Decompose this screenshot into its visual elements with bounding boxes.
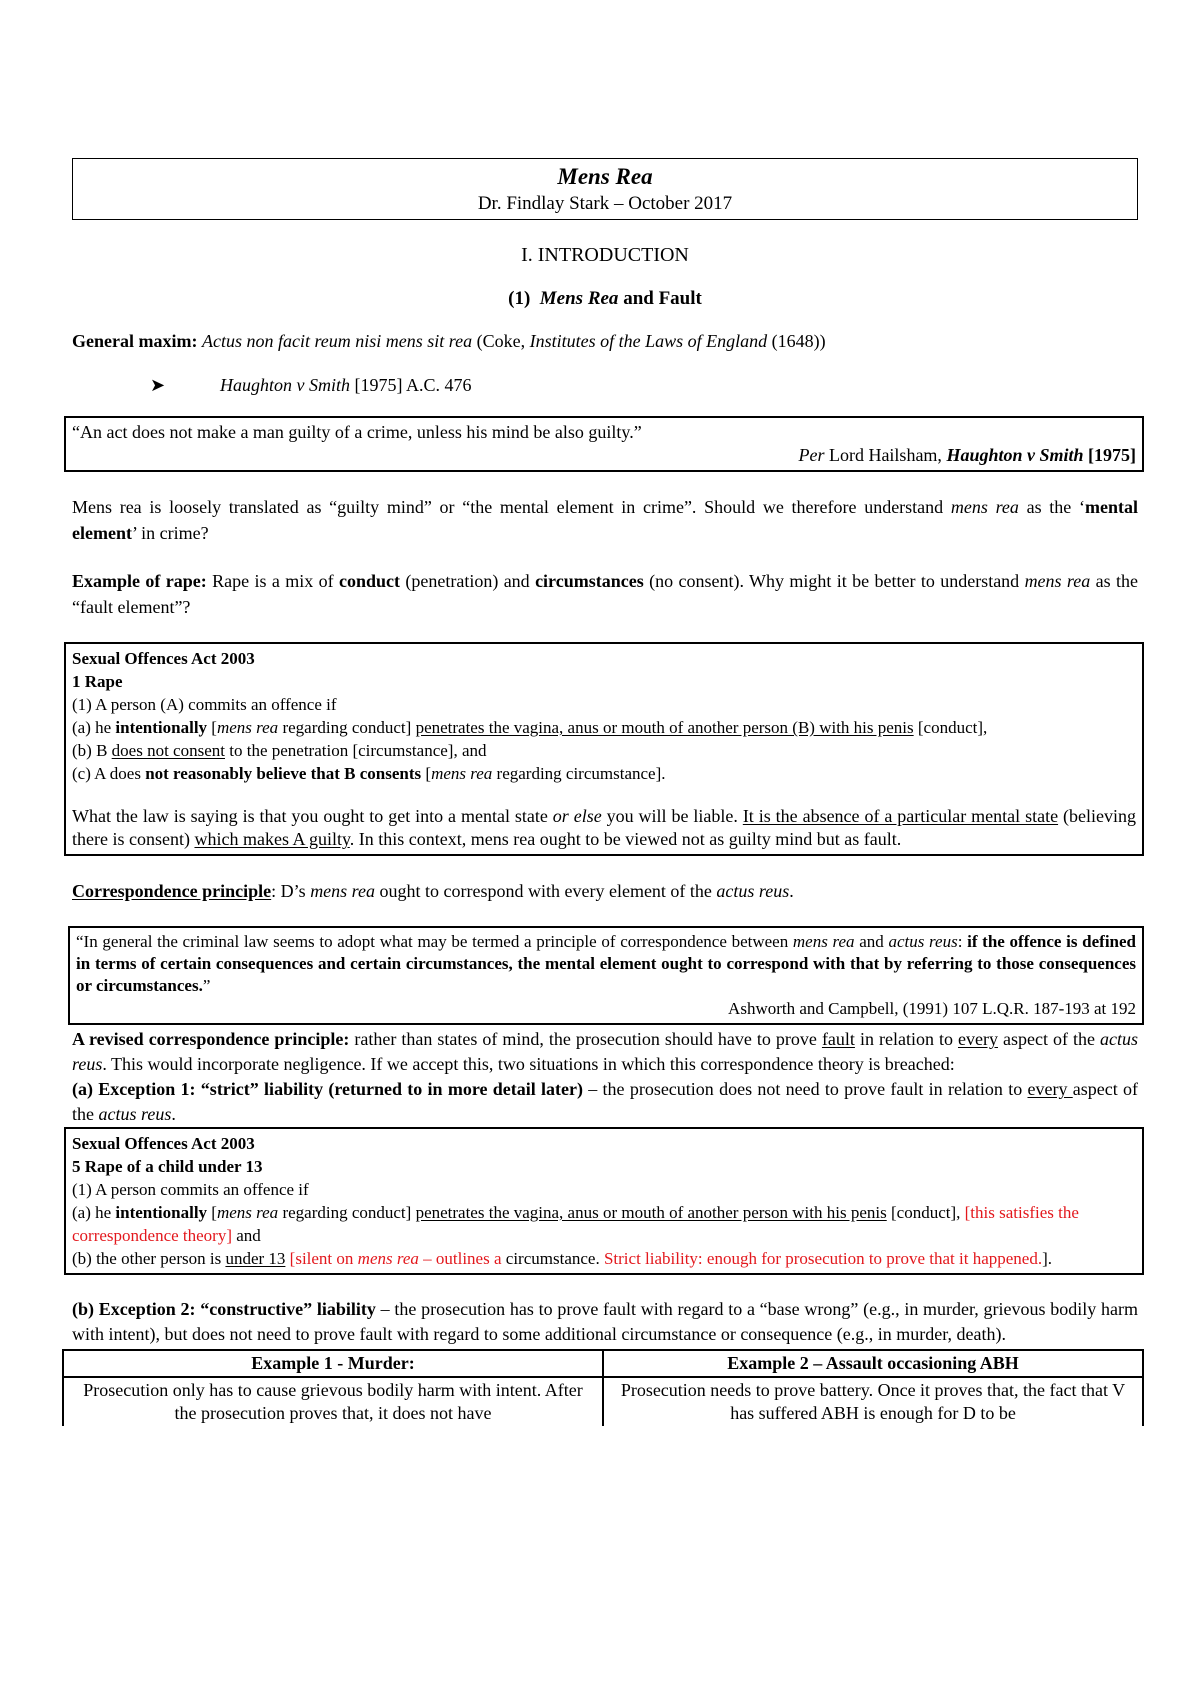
statute-section: 1 Rape — [72, 672, 123, 691]
quote-box-ashworth — [68, 926, 1144, 1025]
examples-table — [62, 1349, 1144, 1426]
general-maxim: General maxim: Actus non facit reum nisi mens sit rea (Coke, Institutes of the Laws of England (1648)) — [72, 331, 826, 351]
statute-line: (b) B does not consent to the penetration [circumstance], and — [72, 741, 487, 760]
statute-line: (1) A person commits an offence if — [72, 1180, 309, 1199]
statute-line: (b) the other person is under 13 [silent on mens rea – outlines a circumstance. Strict liability: enough for prosecution to prove that it happened.]. — [72, 1249, 1053, 1268]
document-subtitle: Dr. Findlay Stark – October 2017 — [477, 193, 733, 214]
paragraph-exception-1: (a) Exception 1: “strict” liability (returned to in more detail later) – the prosecution does not need to prove fault in relation to every aspect of the actus reus. — [72, 1079, 1138, 1124]
subheading: (1) Mens Rea and Fault — [508, 288, 702, 309]
red-annotation: [this satisfies the correspondence theory] — [72, 1203, 1079, 1245]
title-box — [72, 158, 1138, 220]
arrow-bullet-icon: ➤ — [150, 375, 166, 395]
table-header-example-1: Example 1 - Murder: — [63, 1350, 603, 1377]
case-bullet: ➤ Haughton v Smith [1975] A.C. 476 — [150, 372, 1138, 398]
paragraph-exception-2: (b) Exception 2: “constructive” liability – the prosecution has to prove fault with regard to a “base wrong” (e.g., in murder, grievous bodily harm with intent), but does not need to prove fault with regard to some additional circumstance or consequence (e.g., in murder, death). — [72, 1299, 1138, 1344]
document-title: Mens Rea — [557, 164, 653, 189]
paragraph-rape-example: Example of rape: Rape is a mix of conduct (penetration) and circumstances (no consent). Why might it be better to understand mens rea as the “fault element”? — [72, 571, 1138, 617]
table-cell-example-1: Prosecution only has to cause grievous bodily harm with intent. After the prosecution proves that, it does not have — [63, 1377, 603, 1426]
statute-line: (a) he intentionally [mens rea regarding conduct] penetrates the vagina, anus or mouth of another person with his penis [conduct], [this satisfies the correspondence theory] and — [72, 1203, 1079, 1245]
section-heading: I. INTRODUCTION — [521, 244, 689, 266]
quote-text: “In general the criminal law seems to adopt what may be termed a principle of correspondence between mens rea and actus reus: if the offence is defined in terms of certain consequences and certain circumstances, the mental element ought to correspond with that by referring to those consequences or circumstances.” — [76, 932, 1136, 995]
red-annotation: Strict liability: enough for prosecution to prove that it happened. — [603, 1249, 1043, 1268]
statute-line: (c) A does not reasonably believe that B consents [mens rea regarding circumstance]. — [72, 764, 666, 783]
table-header-example-2: Example 2 – Assault occasioning ABH — [603, 1350, 1143, 1377]
quote-text: “An act does not make a man guilty of a crime, unless his mind be also guilty.” — [72, 422, 642, 442]
document-page — [72, 158, 1138, 1426]
statute-box-rape — [64, 642, 1144, 856]
statute-box-child-rape — [64, 1127, 1144, 1275]
statute-section: 5 Rape of a child under 13 — [72, 1157, 263, 1176]
paragraph-revised-principle: A revised correspondence principle: rather than states of mind, the prosecution should have to prove fault in relation to every aspect of the actus reus. This would incorporate negligence. If we accept this, two situations in which this correspondence theory is breached: — [72, 1029, 1138, 1074]
paragraph-mens-rea: Mens rea is loosely translated as “guilty mind” or “the mental element in crime”. Should we therefore understand mens rea as the ‘mental element’ in crime? — [72, 497, 1138, 543]
quote-box-hailsham — [64, 416, 1144, 472]
quote-attribution: Per Lord Hailsham, Haughton v Smith [1975] — [798, 445, 1136, 465]
quote-source: Ashworth and Campbell, (1991) 107 L.Q.R. 187-193 at 192 — [728, 999, 1136, 1018]
statute-act: Sexual Offences Act 2003 — [72, 1134, 255, 1153]
statute-note: What the law is saying is that you ought to get into a mental state or else you will be liable. It is the absence of a particular mental state (believing there is consent) which makes A guilty. In this context, mens rea ought to be viewed not as guilty mind but as fault. — [72, 806, 1136, 849]
table-cell-example-2: Prosecution needs to prove battery. Once it proves that, the fact that V has suffered ABH is enough for D to be — [603, 1377, 1143, 1426]
paragraph-correspondence: Correspondence principle: D’s mens rea ought to correspond with every element of the actus reus. — [72, 881, 794, 901]
statute-act: Sexual Offences Act 2003 — [72, 649, 255, 668]
statute-line: (a) he intentionally [mens rea regarding conduct] penetrates the vagina, anus or mouth of another person (B) with his penis [conduct], — [72, 718, 988, 737]
statute-line: (1) A person (A) commits an offence if — [72, 695, 337, 714]
